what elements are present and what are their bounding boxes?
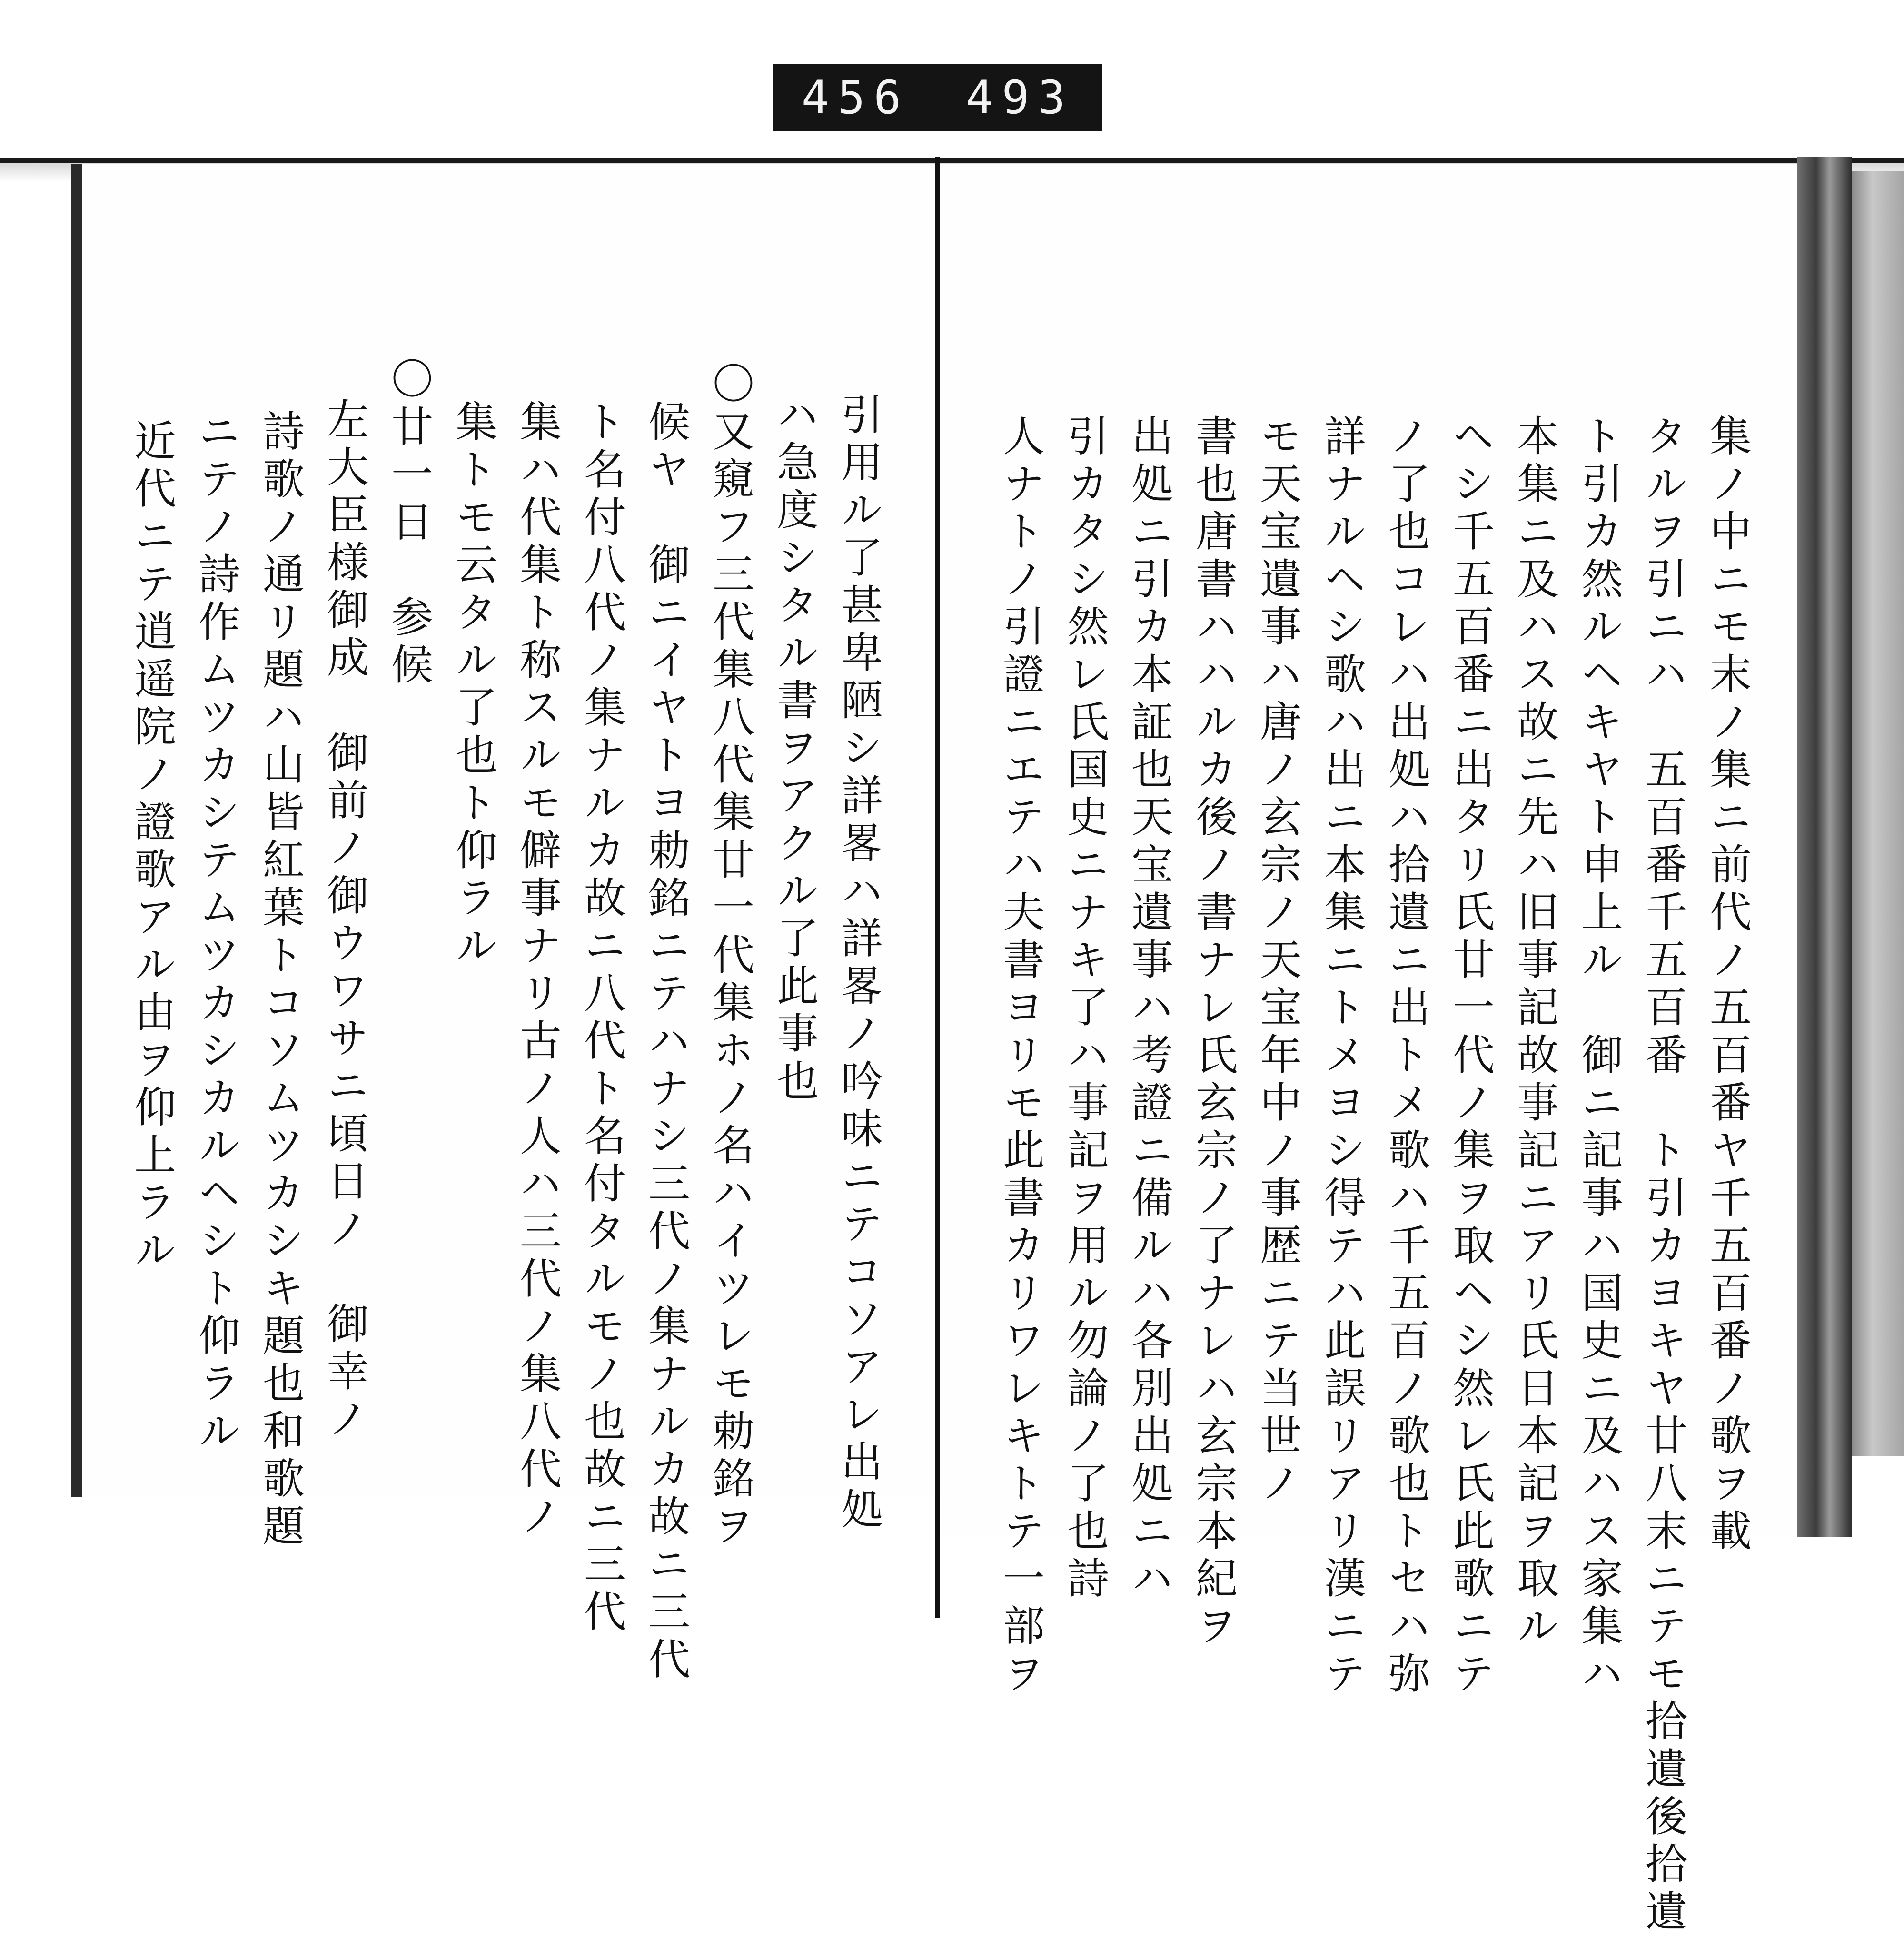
left-page-column-9: 左大臣様御成 御前ノ御ウワサニ頃日ノ 御幸ノ (320, 397, 369, 1444)
left-page-column-12: 近代ニテ逍遥院ノ證歌アル由ヲ仰上ラル (128, 419, 177, 1275)
right-page-column-4: 本集ニ及ハス故ニ先ハ旧事記故事記ニアリ氏日本記ヲ取ル (1510, 414, 1559, 1651)
left-page-column-7: 集トモ云タル了也ト仰ラル (449, 400, 498, 971)
right-page-column-2: タルヲ引ニハ 五百番千五百番 ト引カヨキヤ廿八末ニテモ拾遺後拾遺 (1639, 414, 1688, 1937)
right-page-column-7: 詳ナルヘシ歌ハ出ニ本集ニトメヨシ得テハ此誤リアリ漢ニテ (1318, 414, 1367, 1699)
right-page-column-3: ト引カ然ルヘキヤト申上ル 御ニ記事ハ国史ニ及ハス家集ハ (1575, 414, 1624, 1699)
left-page-column-6: 集ハ代集ト称スルモ僻事ナリ古ノ人ハ三代ノ集八代ノ (513, 400, 562, 1542)
book-spine (935, 157, 940, 1618)
right-page-column-12: 人ナトノ引證ニエテハ夫書ヨリモ此書カリワレキトテ一部ヲ (996, 414, 1045, 1699)
left-page-column-2: ハ急度シタル書ヲアクル了此事也 (770, 393, 819, 1107)
right-page-column-5: ヘシ千五百番ニ出タリ氏廿一代ノ集ヲ取ヘシ然レ氏此歌ニテ (1446, 414, 1495, 1699)
left-page-number: 456 (801, 71, 910, 124)
right-page-column-1: 集ノ中ニモ末ノ集ニ前代ノ五百番ヤ千五百番ノ歌ヲ載 (1703, 414, 1752, 1556)
left-page-column-8: 〇廿一日 参候 (385, 357, 434, 690)
right-page-column-11: 引カタシ然レ氏国史ニナキ了ハ事記ヲ用ル勿論ノ了也詩 (1061, 414, 1110, 1604)
right-page-column-8: モ天宝遺事ハ唐ノ玄宗ノ天宝年中ノ事歴ニテ当世ノ (1253, 414, 1302, 1509)
left-page-column-5: ト名付八代ノ集ナルカ故ニ八代ト名付タルモノ也故ニ三代 (577, 400, 626, 1637)
page-stack-edge (1797, 157, 1852, 1537)
right-page-column-6: ノ了也コレハ出処ハ拾遺ニ出トメ歌ハ千五百ノ歌也トセハ弥 (1382, 414, 1431, 1699)
right-page-column-10: 出処ニ引カ本証也天宝遺事ハ考證ニ備ルハ各別出処ニハ (1125, 414, 1174, 1604)
archive-label-plate (774, 64, 1102, 131)
right-page-column-9: 書也唐書ハハルカ後ノ書ナレ氏玄宗ノ了ナレハ玄宗本紀ヲ (1189, 414, 1238, 1651)
left-page-column-11: ニテノ詩作ムツカシテムツカシカルヘシト仰ラル (192, 409, 241, 1456)
right-page-number: 493 (965, 71, 1074, 124)
left-page-column-1: 引用ル了甚卑陋シ詳畧ハ詳畧ノ吟味ニテコソアレ出処 (834, 393, 883, 1535)
left-page-column-4: 候ヤ 御ニイヤトヨ勅銘ニテハナシ三代ノ集ナルカ故ニ三代 (642, 400, 691, 1685)
left-page-column-10: 詩歌ノ通リ題ハ山皆紅葉トコソムツカシキ題也和歌題 (256, 409, 305, 1552)
left-page-column-3: 〇又窺フ三代集八代集廿一代集ホノ名ハイツレモ勅銘ヲ (706, 362, 755, 1552)
cover-edge (1852, 171, 1904, 1456)
